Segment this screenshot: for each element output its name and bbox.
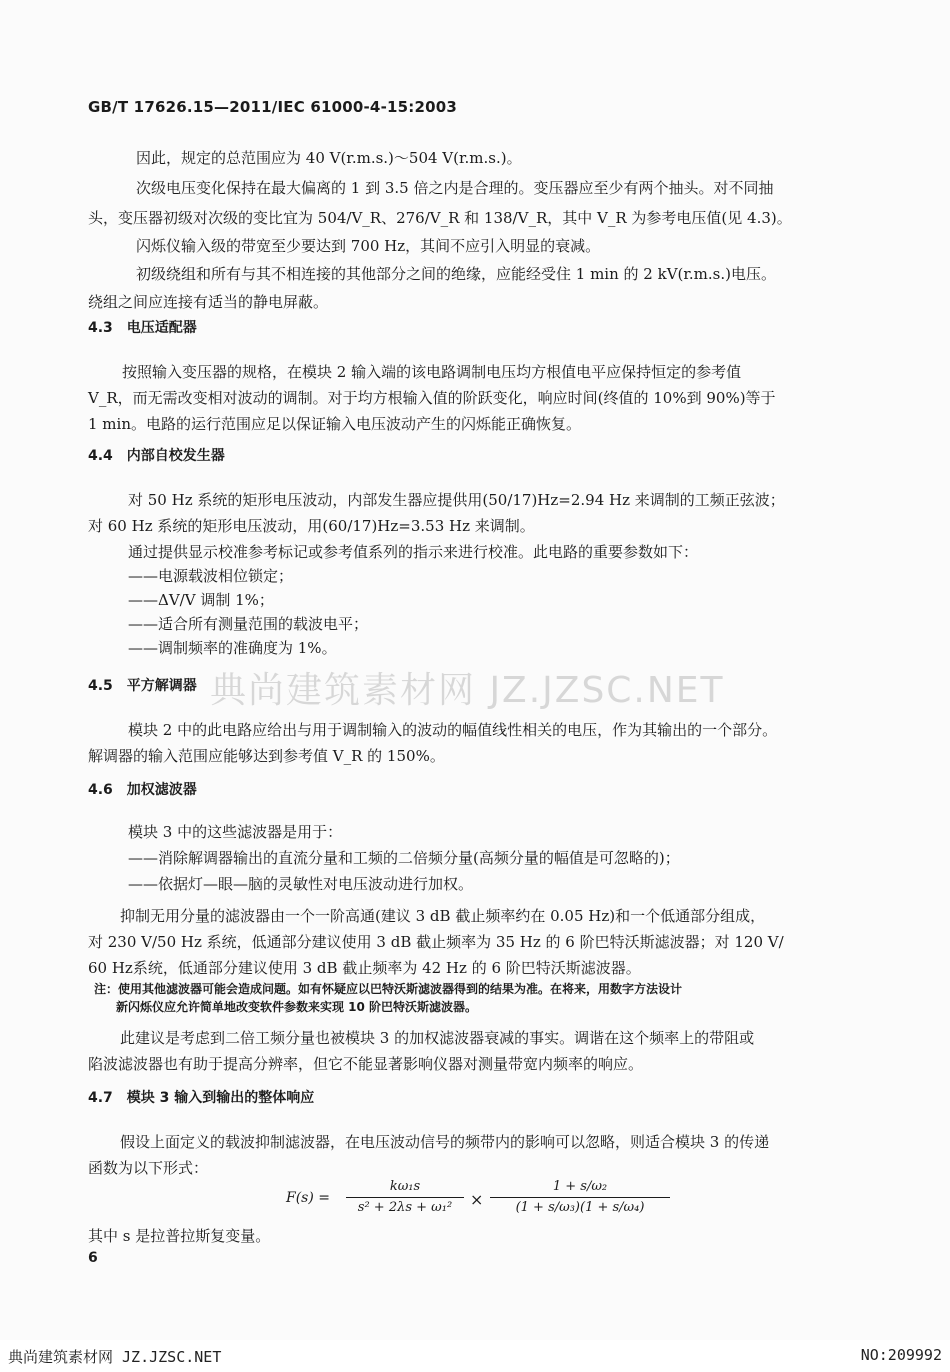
s43-line-3: 1 min。电路的运行范围应足以保证输入电压波动产生的闪烁能正确恢复。 bbox=[88, 415, 581, 433]
standard-header: GB/T 17626.15—2011/IEC 61000-4-15:2003 bbox=[88, 98, 458, 116]
intro-line-4: 闪烁仪输入级的带宽至少要达到 700 Hz，其间不应引入明显的衰减。 bbox=[136, 237, 601, 255]
s44-line-2: 对 60 Hz 系统的矩形电压波动，用(60/17)Hz=3.53 Hz 来调制。 bbox=[88, 517, 535, 535]
s44-bullet-3: ——适合所有测量范围的载波电平； bbox=[128, 615, 369, 633]
s43-line-1: 按照输入变压器的规格，在模块 2 输入端的该电路调制电压均方根值电平应保持恒定的参考值 bbox=[122, 363, 742, 381]
site-watermark: 典尚建筑素材网 JZ.JZSC.NET bbox=[210, 670, 725, 711]
section-heading-4-7: 4.7 模块 3 输入到输出的整体响应 bbox=[88, 1090, 315, 1106]
intro-line-5: 初级绕组和所有与其不相连接的其他部分之间的绝缘，应能经受住 1 min 的 2 kV(r.m.s.)电压。 bbox=[136, 265, 776, 283]
transfer-function-formula bbox=[286, 1178, 676, 1226]
s46-bullet-1: ——消除解调器输出的直流分量和工频的二倍频分量(高频分量的幅值是可忽略的)； bbox=[128, 849, 680, 867]
fraction-1-bar bbox=[346, 1197, 464, 1198]
section-heading-4-5: 4.5 平方解调器 bbox=[88, 678, 197, 694]
section-heading-4-4: 4.4 内部自校发生器 bbox=[88, 448, 225, 464]
multiply-sign: × bbox=[470, 1190, 484, 1209]
fraction-1-denominator: s² + 2λs + ω₁² bbox=[357, 1200, 453, 1215]
page-number: 6 bbox=[88, 1250, 98, 1266]
s46-after-note-2: 陷波滤波器也有助于提高分辨率，但它不能显著影响仪器对测量带宽内频率的响应。 bbox=[88, 1055, 644, 1073]
s46-after-note-1: 此建议是考虑到二倍工频分量也被模块 3 的加权滤波器衰减的事实。调谐在这个频率上的带阻或 bbox=[120, 1029, 755, 1047]
s44-bullet-1: ——电源载波相位锁定； bbox=[128, 567, 294, 585]
s47-line-2: 函数为以下形式： bbox=[88, 1159, 209, 1177]
formula-fraction-1 bbox=[346, 1178, 464, 1217]
fraction-1-numerator: kω₁s bbox=[389, 1179, 421, 1194]
s44-line-1: 对 50 Hz 系统的矩形电压波动，内部发生器应提供用(50/17)Hz=2.94 Hz 来调制的工频正弦波； bbox=[128, 491, 785, 509]
s46-line-5: 对 230 V/50 Hz 系统，低通部分建议使用 3 dB 截止频率为 35 Hz 的 6 阶巴特沃斯滤波器；对 120 V/ bbox=[88, 933, 784, 951]
fraction-2-bar bbox=[490, 1197, 670, 1198]
s46-note-line-2: 新闪烁仪应允许简单地改变软件参数来实现 10 阶巴特沃斯滤波器。 bbox=[116, 1000, 478, 1014]
fraction-2-denominator: (1 + s/ω₃)(1 + s/ω₄) bbox=[515, 1200, 645, 1215]
fraction-2-numerator: 1 + s/ω₂ bbox=[552, 1179, 608, 1194]
s46-line-6: 60 Hz系统，低通部分建议使用 3 dB 截止频率为 42 Hz 的 6 阶巴特沃斯滤波器。 bbox=[88, 959, 641, 977]
footer-document-number: NO:209992 bbox=[860, 1346, 942, 1364]
intro-line-3: 头，变压器初级对次级的变比宜为 504/V_R、276/V_R 和 138/V_R，其中 V_R 为参考电压值(见 4.3)。 bbox=[88, 209, 792, 227]
footer-site-name: 典尚建筑素材网 JZ.JZSC.NET bbox=[8, 1348, 222, 1366]
s46-line-1: 模块 3 中的这些滤波器是用于： bbox=[128, 823, 343, 841]
s46-note-line-1: 注：使用其他滤波器可能会造成问题。如有怀疑应以巴特沃斯滤波器得到的结果为准。在将来，用数字方法设计 bbox=[94, 982, 683, 996]
intro-line-6: 绕组之间应连接有适当的静电屏蔽。 bbox=[88, 293, 329, 311]
s47-line-1: 假设上面定义的载波抑制滤波器，在电压波动信号的频带内的影响可以忽略，则适合模块 3 的传递 bbox=[120, 1133, 770, 1151]
s46-bullet-2: ——依据灯—眼—脑的灵敏性对电压波动进行加权。 bbox=[128, 875, 474, 893]
s45-line-1: 模块 2 中的此电路应给出与用于调制输入的波动的幅值线性相关的电压，作为其输出的一个部分。 bbox=[128, 721, 778, 739]
intro-line-1: 因此，规定的总范围应为 40 V(r.m.s.)～504 V(r.m.s.)。 bbox=[136, 149, 522, 167]
section-heading-4-6: 4.6 加权滤波器 bbox=[88, 782, 197, 798]
s44-bullet-4: ——调制频率的准确度为 1%。 bbox=[128, 639, 337, 657]
formula-lhs: F(s) = bbox=[286, 1190, 331, 1206]
s46-line-4: 抑制无用分量的滤波器由一个一阶高通(建议 3 dB 截止频率约在 0.05 Hz)和一个低通部分组成， bbox=[120, 907, 766, 925]
s44-line-3: 通过提供显示校准参考标记或参考值系列的指示来进行校准。此电路的重要参数如下： bbox=[128, 543, 699, 561]
s43-line-2: V_R，而无需改变相对波动的调制。对于均方根输入值的阶跃变化，响应时间(终值的 10%到 90%)等于 bbox=[88, 389, 776, 407]
formula-fraction-2 bbox=[490, 1178, 670, 1217]
s47-after-formula: 其中 s 是拉普拉斯复变量。 bbox=[88, 1227, 271, 1245]
intro-line-2: 次级电压变化保持在最大偏离的 1 到 3.5 倍之内是合理的。变压器应至少有两个抽头。对不同抽 bbox=[136, 179, 774, 197]
site-footer bbox=[0, 1340, 950, 1372]
s45-line-2: 解调器的输入范围应能够达到参考值 V_R 的 150%。 bbox=[88, 747, 445, 765]
s44-bullet-2: ——ΔV/V 调制 1%； bbox=[128, 591, 274, 609]
section-heading-4-3: 4.3 电压适配器 bbox=[88, 320, 197, 336]
